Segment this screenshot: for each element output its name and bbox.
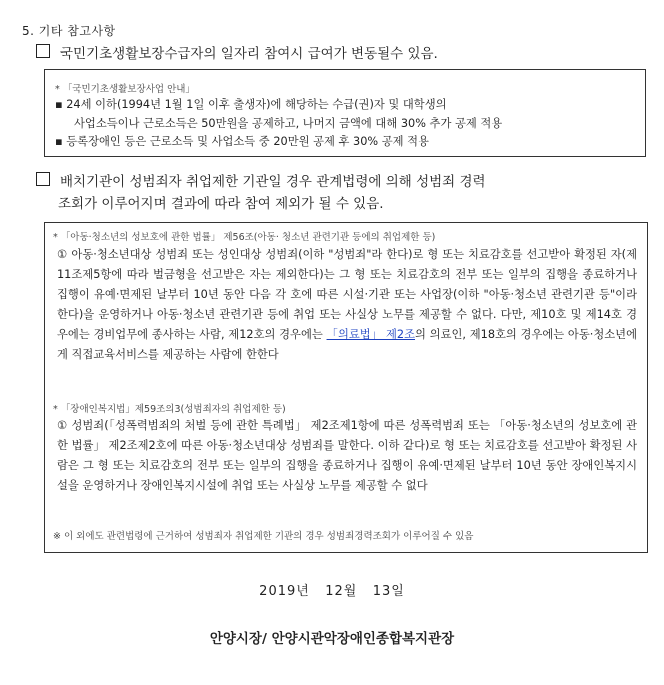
checkbox-icon <box>36 44 50 58</box>
welfare-info-box <box>44 69 646 157</box>
notice-item-2 <box>36 170 486 190</box>
note-mark-icon: * <box>55 84 63 95</box>
medical-law-link[interactable]: 「의료법」 제2조 <box>326 328 416 341</box>
note-mark-icon: * <box>53 404 61 415</box>
disability-law-header: * 「장애인복지법」제59조의3(성범죄자의 취업제한 등) <box>53 404 286 415</box>
disability-law-paragraph: ① 성범죄(「성폭력범죄의 처벌 등에 관한 특례법」 제2조제1항에 따른 성폭력범죄 또는 「아동·청소년의 성보호에 관한 법률」 제2조제2호에 따른 아동·청소년대상 성범죄를 말한다. 이하 같다)로 형 또는 치료감호를 선고받아 확정된 사람은 그 형 또는 치료감호의 전부 또는 일부의 집행을 종료하거나 집행이 유예·면제된 날부터 10년 동안 장애인복지시설을 운영하거나 장애인복지시설에 취업 또는 사실상 노무를 제공할 수 없다 <box>57 419 637 492</box>
welfare-bullet-1-cont: 사업소득이나 근로소득은 50만원을 공제하고, 나머지 금액에 대해 30% 추가 공제 적용 <box>74 117 503 130</box>
law-excerpt-box <box>44 222 648 553</box>
welfare-bullet-1: ▪ 24세 이하(1994년 1월 1일 이후 출생자)에 해당하는 수급(권)자 및 대학생의 <box>55 98 447 111</box>
youth-law-header: * 「아동·청소년의 성보호에 관한 법률」 제56조(아동· 청소년 관련기관 등에의 취업제한 등) <box>53 232 436 243</box>
document-date: 2019년 12월 13일 <box>259 584 405 599</box>
checkbox-icon <box>36 172 50 186</box>
welfare-bullet-2: ▪ 등록장애인 등은 근로소득 및 사업소득 중 20만원 공제 후 30% 공제 적용 <box>55 135 429 148</box>
section-title: 5. 기타 참고사항 <box>22 24 116 38</box>
note-mark-icon: * <box>53 232 61 243</box>
box-footnote: ※ 이 외에도 관련법령에 근거하여 성범죄자 취업제한 기관의 경우 성범죄경력조회가 이루어질 수 있음 <box>53 531 474 542</box>
issuer-signature: 안양시장/ 안양시관악장애인종합복지관장 <box>209 631 455 647</box>
notice-item-1 <box>36 42 438 62</box>
notice-item-2-line2: 조회가 이루어지며 결과에 따라 참여 제외가 될 수 있음. <box>58 196 384 212</box>
notice-item-1-text: 국민기초생활보장수급자의 일자리 참여시 급여가 변동될수 있음. <box>60 46 438 62</box>
notice-item-2-line1: 배치기관이 성범죄자 취업제한 기관일 경우 관계법령에 의해 성범죄 경력 <box>60 174 486 190</box>
youth-law-paragraph: ① 아동·청소년대상 성범죄 또는 성인대상 성범죄(이하 "성범죄"라 한다)로 형 또는 치료감호를 선고받아 확정된 자(제11조제5항에 따라 벌금형을 선고받은 자는 제외한다)는 그 형 또는 치료감호의 전부 또는 일부의 집행을 종료하거나 집행이 유예·면제된 날부터 10년 동안 다음 각 호에 따른 시설·기관 또는 사업장(이하 "아동·청소년 관련기관 등"이라 한다)을 운영하거나 아동·청소년 관련기관 등에 취업 또는 사실상 노무를 제공할 수 없다. 다만, 제10호 및 제14호 경우에는 경비업무에 종사하는 사람, 제12호의 경우에는 「의료법」 제2조의 의료인, 제18호의 경우에는 아동·청소년에게 직접교육서비스를 제공하는 사람에 한한다 <box>57 248 638 361</box>
bullet-icon: ▪ <box>55 135 67 148</box>
welfare-info-header: * 「국민기초생활보장사업 안내」 <box>55 84 195 95</box>
bullet-icon: ▪ <box>55 98 67 111</box>
